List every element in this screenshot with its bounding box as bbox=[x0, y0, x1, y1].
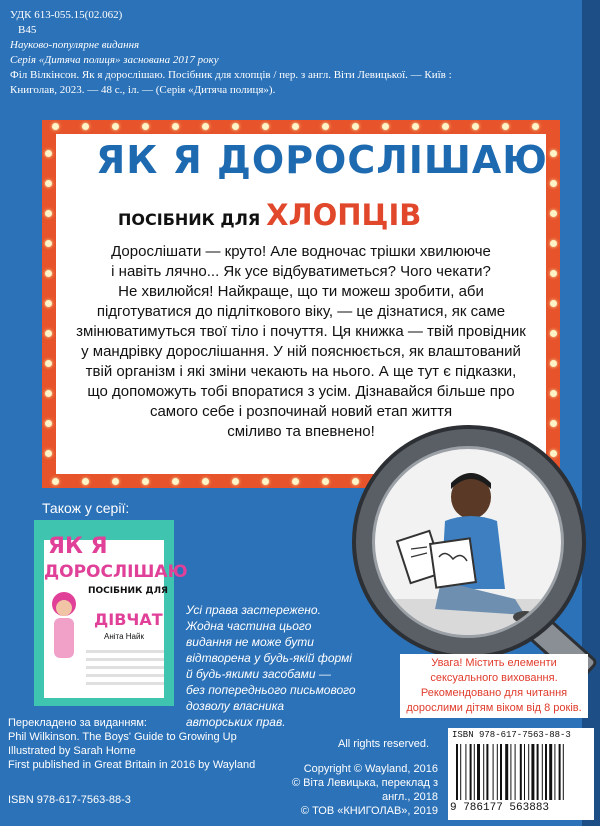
rights-line: авторських прав. bbox=[186, 715, 286, 729]
barcode-bar bbox=[483, 744, 484, 800]
frame-bulb bbox=[550, 270, 557, 277]
blurb-line: Не хвилюйся! Найкраще, що ти можеш зробити, аби bbox=[118, 283, 484, 300]
frame-bulb bbox=[112, 478, 119, 485]
blurb-text bbox=[76, 242, 526, 442]
rights-line: дозволу власника bbox=[186, 699, 285, 713]
frame-bulb bbox=[550, 420, 557, 427]
frame-bulb bbox=[352, 123, 359, 130]
copyright-line: © ТОВ «КНИГОЛАВ», 2019 bbox=[300, 805, 438, 817]
udk-code: УДК 613-055.15(02.062) bbox=[10, 9, 123, 21]
frame-bulb bbox=[262, 123, 269, 130]
frame-bulb bbox=[202, 478, 209, 485]
frame-bulb bbox=[232, 123, 239, 130]
frame-bulb bbox=[45, 270, 52, 277]
isbn-text: ISBN 978-617-7563-88-3 bbox=[8, 794, 131, 806]
copyright-line: Copyright © Wayland, 2016 bbox=[303, 763, 438, 775]
girl-figure-icon bbox=[44, 590, 84, 670]
cover-title: ЯК Я ДОРОСЛІШАЮ bbox=[96, 138, 548, 182]
frame-bulb bbox=[45, 390, 52, 397]
barcode-bar bbox=[500, 744, 502, 800]
frame-bulb bbox=[52, 123, 59, 130]
barcode-bar bbox=[515, 744, 516, 800]
barcode-bar bbox=[563, 744, 564, 800]
record-line-1: Філ Вілкінсон. Як я дорослішаю. Посібник для хлопців / пер. з англ. Віти Левицької. — Київ : bbox=[10, 69, 452, 81]
frame-bulb bbox=[550, 390, 557, 397]
frame-bulb bbox=[112, 123, 119, 130]
blurb-line: самого себе і розпочинай новий етап життя bbox=[149, 403, 453, 420]
barcode-label: ISBN 978-617-7563-88-3 bbox=[452, 730, 571, 740]
frame-bulb bbox=[45, 450, 52, 457]
barcode-bar bbox=[542, 744, 543, 800]
warning-line: дорослими дітям віком від 8 років. bbox=[406, 702, 582, 714]
series-book-accent: ДІВЧАТ bbox=[94, 610, 163, 629]
barcode-bar bbox=[510, 744, 511, 800]
barcode-bar bbox=[497, 744, 498, 800]
translation-credits bbox=[8, 716, 255, 772]
frame-bulb bbox=[550, 300, 557, 307]
blurb-line: у мандрівку дорослішання. У ній пояснюється, як влаштований bbox=[81, 343, 521, 360]
series-note: Серія «Дитяча полиця» заснована 2017 року bbox=[10, 54, 219, 66]
frame-bulb bbox=[45, 420, 52, 427]
rights-line: Усі права застережено. bbox=[186, 603, 321, 617]
series-book-author: Аніта Найк bbox=[104, 632, 144, 641]
barcode-bar bbox=[474, 744, 475, 800]
frame-bulb bbox=[82, 478, 89, 485]
warning-line: Увага! Містить елементи bbox=[431, 657, 557, 669]
credit-line: First published in Great Britain in 2016 by Wayland bbox=[8, 759, 256, 771]
barcode-bar bbox=[531, 744, 534, 800]
rights-line: видання не може бути bbox=[186, 635, 314, 649]
credit-line: Phil Wilkinson. The Boys' Guide to Growing Up bbox=[8, 731, 237, 743]
copyright-block bbox=[288, 762, 438, 818]
cover-subtitle bbox=[118, 198, 478, 234]
series-book-title-1: ЯК Я bbox=[48, 534, 108, 559]
rights-line: відтворена у будь-якій формі bbox=[186, 651, 352, 665]
credit-line: Перекладено за виданням: bbox=[8, 717, 147, 729]
frame-bulb bbox=[45, 360, 52, 367]
barcode-digits: 9 786177 563883 bbox=[450, 802, 550, 814]
frame-bulb bbox=[45, 210, 52, 217]
also-in-series-label: Також у серії: bbox=[42, 500, 130, 516]
rights-notice bbox=[186, 602, 358, 730]
frame-bulb bbox=[45, 240, 52, 247]
barcode-bar bbox=[537, 744, 539, 800]
blurb-line: змінюватимуться твої тіло і почуття. Ця книжка — твій провідник bbox=[76, 323, 526, 340]
frame-bulb bbox=[382, 123, 389, 130]
boy-illustration-icon bbox=[375, 449, 561, 635]
frame-bulb bbox=[232, 478, 239, 485]
frame-bulb bbox=[550, 330, 557, 337]
frame-bulb bbox=[52, 478, 59, 485]
frame-bulb bbox=[45, 330, 52, 337]
frame-bulb bbox=[292, 478, 299, 485]
frame-bulb bbox=[45, 300, 52, 307]
frame-bulb bbox=[292, 123, 299, 130]
frame-bulb bbox=[262, 478, 269, 485]
subtitle-prefix: ПОСІБНИК ДЛЯ bbox=[118, 210, 261, 229]
frame-bulb bbox=[472, 123, 479, 130]
blurb-line: підготуватися до підліткового віку, — це дізнатися, як саме bbox=[96, 303, 506, 320]
frame-bulb bbox=[352, 478, 359, 485]
barcode-bar bbox=[554, 744, 555, 800]
frame-bulb bbox=[550, 450, 557, 457]
frame-bulb bbox=[550, 150, 557, 157]
copyright-line: © Віта Левицька, переклад з англ., 2018 bbox=[292, 777, 438, 803]
bbk-code: В45 bbox=[18, 24, 37, 36]
frame-bulb bbox=[45, 150, 52, 157]
frame-bulb bbox=[550, 210, 557, 217]
barcode-bar bbox=[460, 744, 461, 800]
rights-line: й будь-якими засобами — bbox=[186, 667, 331, 681]
barcode-bar bbox=[520, 744, 522, 800]
blurb-line: що допоможуть тобі впоратися з усім. Дізнавайся більше про bbox=[87, 383, 515, 400]
barcode-bar bbox=[559, 744, 561, 800]
barcode-bar bbox=[465, 744, 466, 800]
rights-line: Жодна частина цього bbox=[186, 619, 312, 633]
barcode-bar bbox=[549, 744, 552, 800]
age-warning-box bbox=[400, 654, 588, 718]
barcode-bar bbox=[493, 744, 494, 800]
barcode-bar bbox=[528, 744, 529, 800]
subtitle-accent: ХЛОПЦІВ bbox=[266, 198, 422, 232]
boy-reading-illustration bbox=[372, 446, 564, 638]
frame-bulb bbox=[172, 478, 179, 485]
barcode-bar bbox=[477, 744, 480, 800]
blurb-line: Дорослішати — круто! Але водночас трішки хвилююче bbox=[111, 243, 491, 260]
frame-bulb bbox=[142, 478, 149, 485]
blurb-line: твій організм і які зміни чекають на нього. А ще тут є підказки, bbox=[85, 363, 517, 380]
all-rights-reserved: All rights reserved. bbox=[338, 738, 430, 750]
series-book-subtitle: ПОСІБНИК ДЛЯ bbox=[88, 586, 168, 596]
frame-bulb bbox=[172, 123, 179, 130]
frame-bulb bbox=[550, 180, 557, 187]
frame-bulb bbox=[502, 123, 509, 130]
warning-line: сексуального виховання. bbox=[430, 672, 558, 684]
frame-bulb bbox=[322, 478, 329, 485]
isbn-barcode bbox=[448, 728, 594, 820]
frame-bulb bbox=[442, 123, 449, 130]
record-line-2: Книголав, 2023. — 48 с., іл. — (Серія «Дитяча полиця»). bbox=[10, 84, 276, 96]
frame-bulb bbox=[82, 123, 89, 130]
barcode-bars-icon bbox=[456, 744, 586, 802]
frame-bulb bbox=[202, 123, 209, 130]
barcode-bar bbox=[470, 744, 472, 800]
frame-bulb bbox=[45, 180, 52, 187]
frame-bulb bbox=[322, 123, 329, 130]
series-book-title-2: ДОРОСЛІШАЮ bbox=[44, 562, 188, 582]
frame-bulb bbox=[550, 240, 557, 247]
barcode-bar bbox=[486, 744, 488, 800]
frame-bulb bbox=[550, 360, 557, 367]
series-book-checklist bbox=[86, 645, 164, 690]
rights-line: без попереднього письмового bbox=[186, 683, 356, 697]
barcode-bar bbox=[505, 744, 508, 800]
warning-line: Рекомендовано для читання bbox=[420, 687, 568, 699]
blurb-line: і навіть лячно... Як усе відбуватиметься? Чого чекати? bbox=[111, 263, 491, 280]
frame-bulb bbox=[532, 123, 539, 130]
blurb-line: сміливо та впевнено! bbox=[227, 423, 375, 440]
barcode-bar bbox=[545, 744, 547, 800]
frame-bulb bbox=[142, 123, 149, 130]
credit-line: Illustrated by Sarah Horne bbox=[8, 745, 136, 757]
genre-line: Науково-популярне видання bbox=[10, 39, 140, 51]
frame-bulb bbox=[412, 123, 419, 130]
bibliographic-block bbox=[10, 8, 530, 98]
barcode-bar bbox=[456, 744, 458, 800]
barcode-bar bbox=[524, 744, 525, 800]
